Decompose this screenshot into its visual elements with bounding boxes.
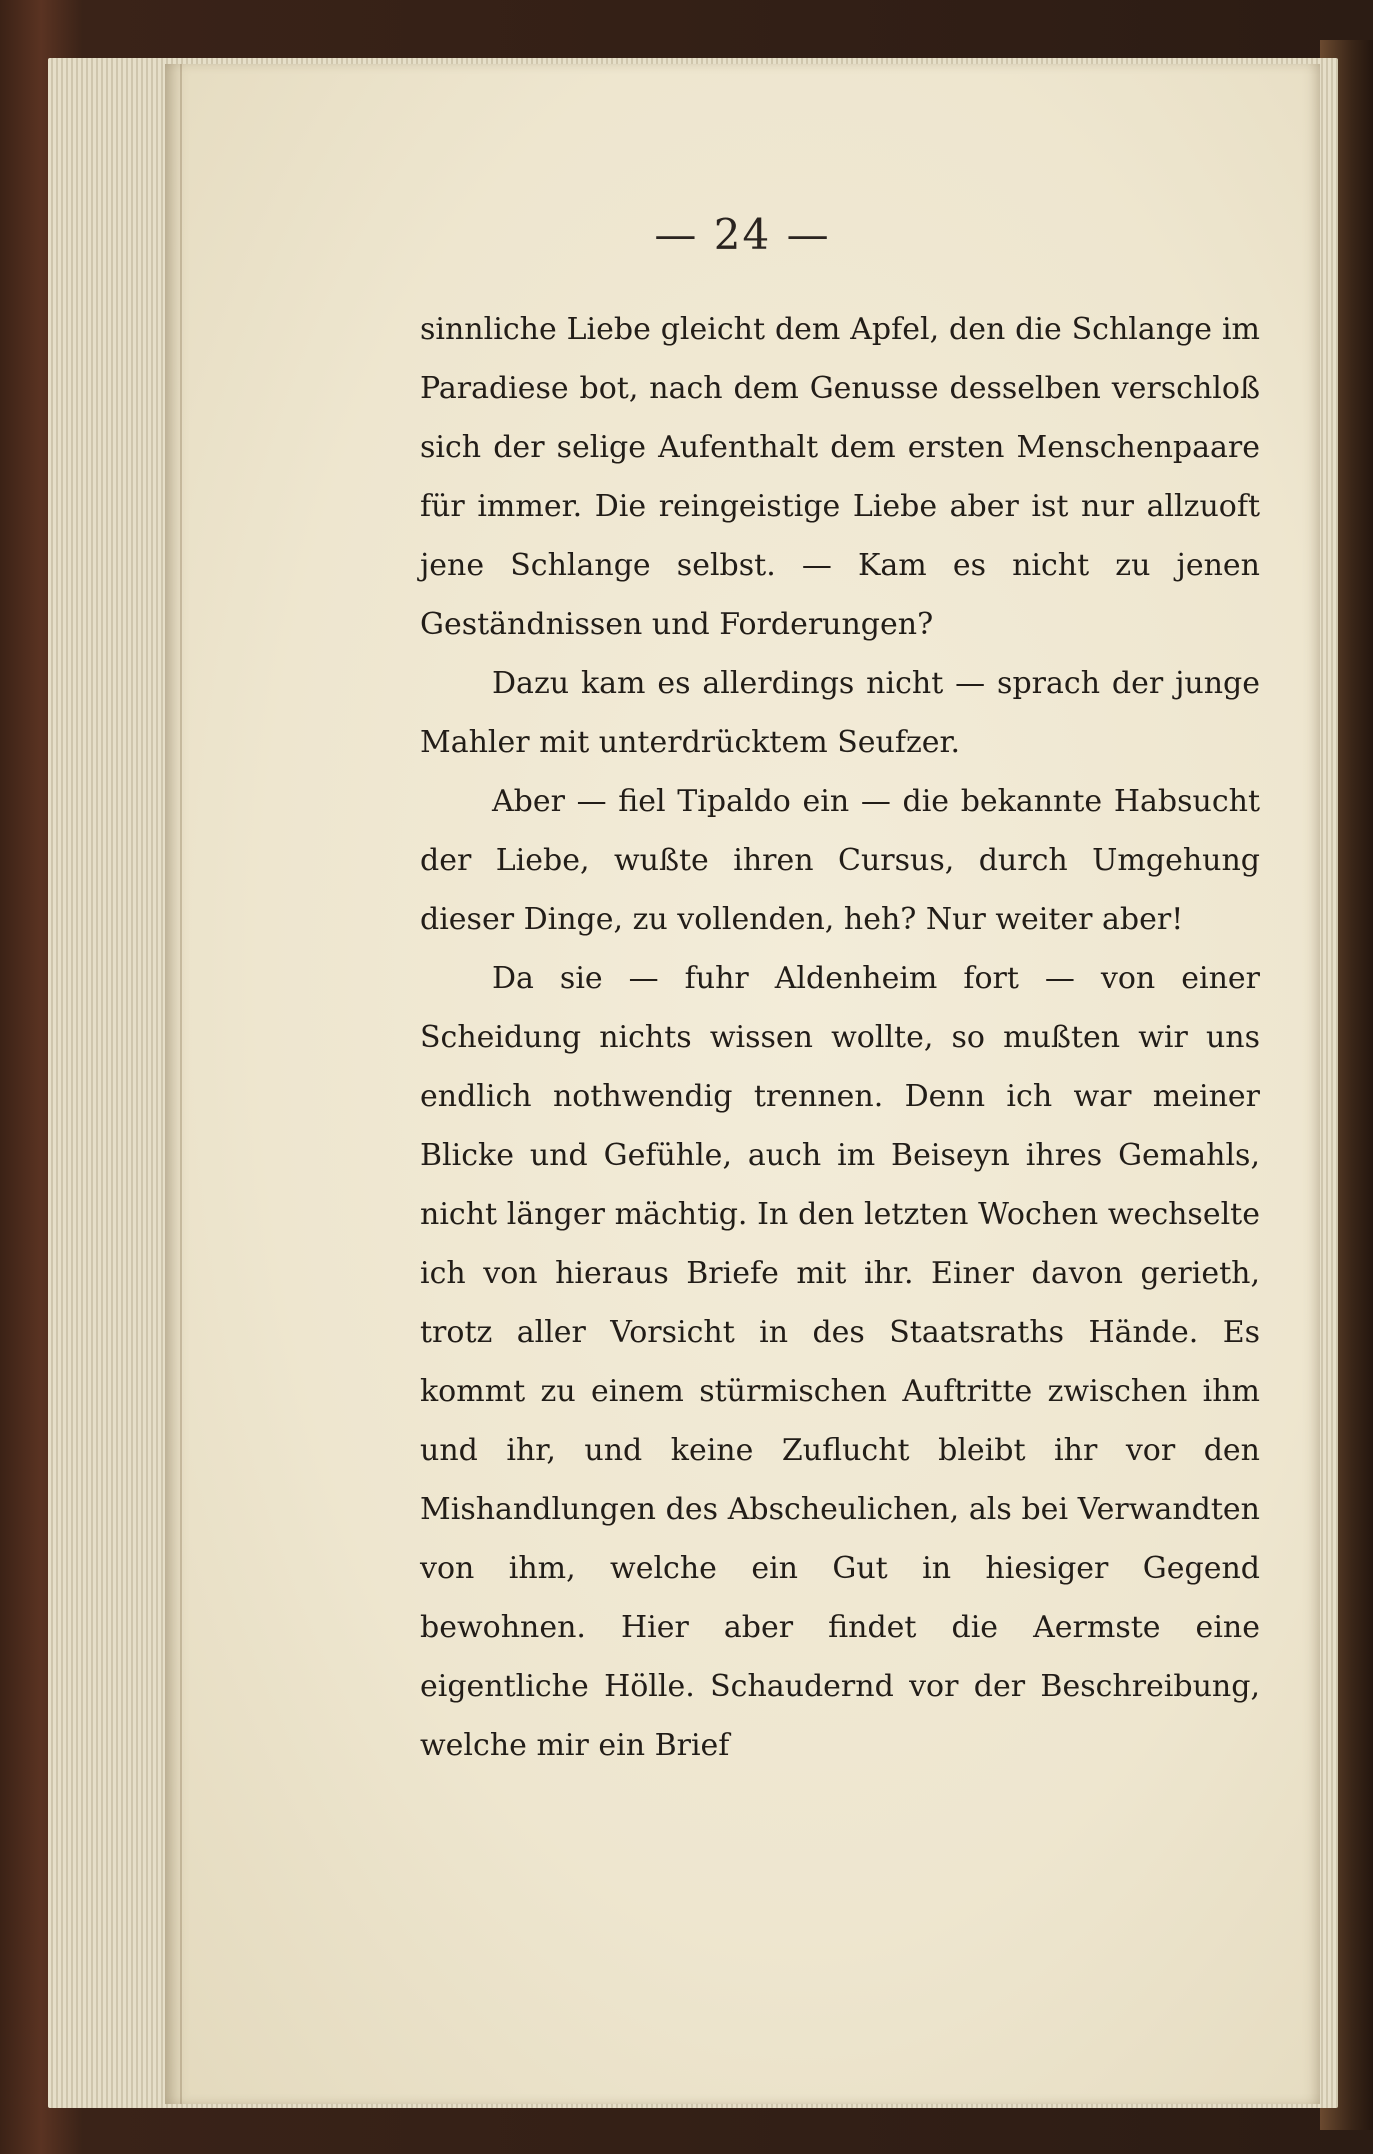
page-gutter-line xyxy=(180,64,182,2104)
page-number: — 24 — xyxy=(654,210,831,259)
paragraph-3: Aber — fiel Tipaldo ein — die bekannte Habsucht der Liebe, wußte ihren Cursus, durch Umgehung dieser Dinge, zu vollenden, heh? Nur weiter aber! xyxy=(420,784,1260,937)
page-body-text xyxy=(420,300,1260,1775)
paragraph-1: sinnliche Liebe gleicht dem Apfel, den die Schlange im Paradiese bot, nach dem Genusse desselben verschloß sich der selige Aufenthalt dem ersten Menschenpaare für immer. Die reingeistige Liebe aber ist nur allzuoft jene Schlange selbst. — Kam es nicht zu jenen Geständnissen und Forderungen? xyxy=(420,312,1260,642)
paragraph-4: Da sie — fuhr Aldenheim fort — von einer Scheidung nichts wissen wollte, so mußten wir uns endlich nothwendig trennen. Denn ich war meiner Blicke und Gefühle, auch im Beiseyn ihres Gemahls, nicht länger mächtig. In den letzten Wochen wechselte ich von hieraus Briefe mit ihr. Einer davon gerieth, trotz aller Vorsicht in des Staatsraths Hände. Es kommt zu einem stürmischen Auftritte zwischen ihm und ihr, und keine Zuflucht bleibt ihr vor den Mishandlungen des Abscheulichen, als bei Verwandten von ihm, welche ein Gut in hiesiger Gegend bewohnen. Hier aber findet die Aermste eine eigentliche Hölle. Schaudernd vor der Beschreibung, welche mir ein Brief xyxy=(420,961,1260,1763)
paragraph-2: Dazu kam es allerdings nicht — sprach der junge Mahler mit unterdrücktem Seufzer. xyxy=(420,666,1260,760)
